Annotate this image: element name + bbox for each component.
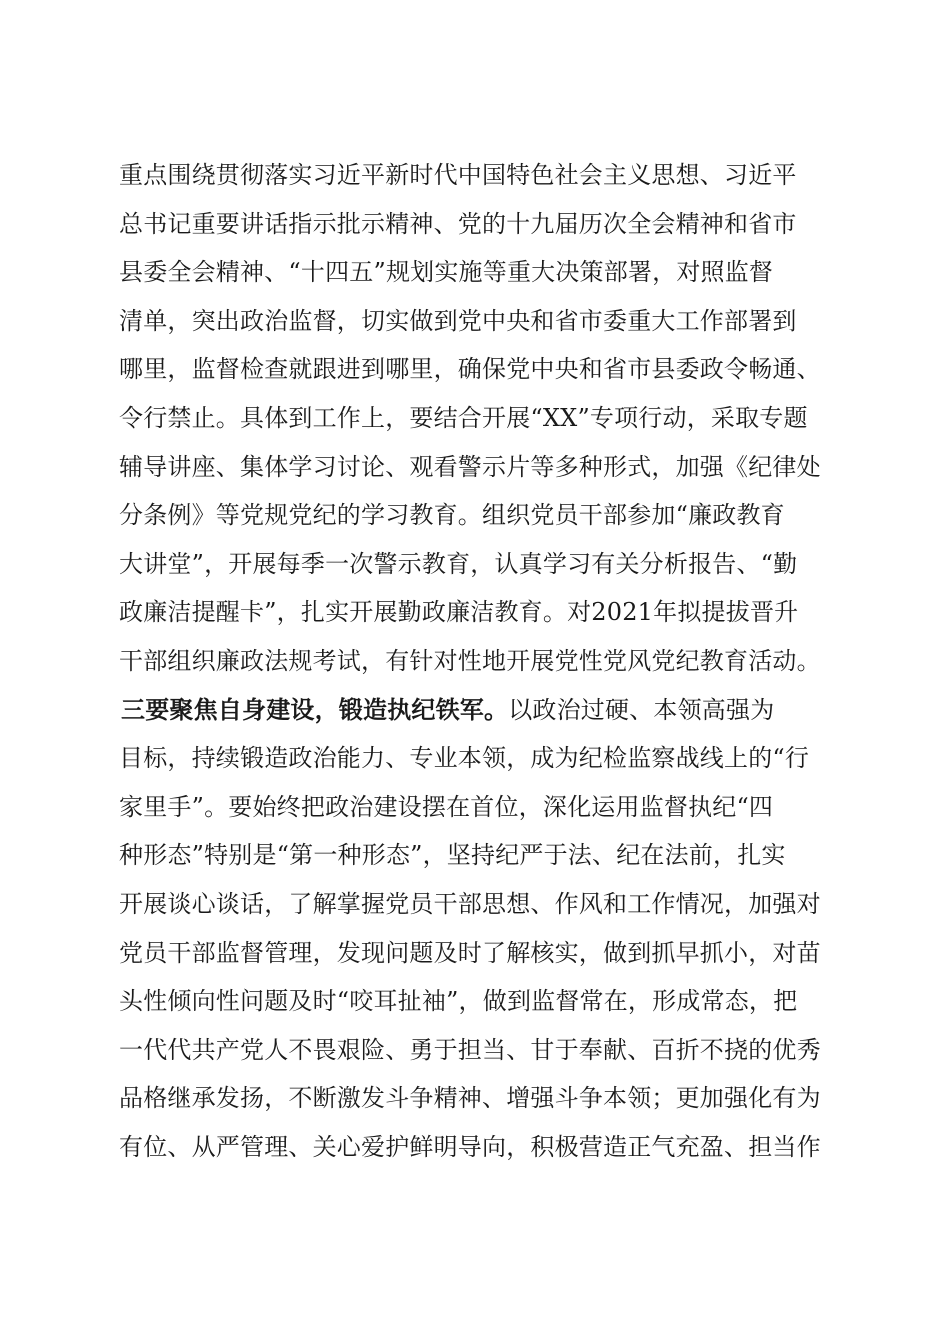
text-line: 目标，持续锻造政治能力、专业本领，成为纪检监察战线上的“行 [119,744,810,773]
heading-continuation: 以政治过硬、本领高强为 [508,695,775,724]
text-line: 头性倾向性问题及时“咬耳扯袖”，做到监督常在，形成常态，把 [119,987,798,1016]
text-line: 品格继承发扬，不断激发斗争精神、增强斗争本领；更加强化有为 [119,1084,821,1113]
text-line: 有位、从严管理、关心爱护鲜明导向，积极营造正气充盈、担当作 [119,1132,821,1161]
text-line: 开展谈心谈话，了解掌握党员干部思想、作风和工作情况，加强对 [119,889,821,918]
paragraph-first-line [119,686,831,735]
text-line: 党员干部监督管理，发现问题及时了解核实，做到抓早抓小，对苗 [119,938,821,967]
text-line: 重点围绕贯彻落实习近平新时代中国特色社会主义思想、习近平 [119,161,797,189]
text-line: 政廉洁提醒卡”，扎实开展勤政廉洁教育。对2021年拟提拔晋升 [119,598,799,627]
section-heading: 三要聚焦自身建设，锻造执纪铁军。 [121,694,509,724]
text-line: 大讲堂”，开展每季一次警示教育，认真学习有关分析报告、“勤 [119,549,798,578]
text-line: 清单，突出政治监督，切实做到党中央和省市委重大工作部署到 [119,306,797,335]
document-body [119,151,831,1171]
text-line: 种形态”特别是“第一种形态”，坚持纪严于法、纪在法前，扎实 [119,841,786,870]
text-line: 一代代共产党人不畏艰险、勇于担当、甘于奉献、百折不挠的优秀 [119,1035,821,1064]
paragraph-2 [119,686,831,1172]
text-line: 家里手”。要始终把政治建设摆在首位，深化运用监督执纪“四 [119,792,774,821]
text-line: 县委全会精神、“十四五”规划实施等重大决策部署，对照监督 [119,258,774,287]
text-line: 哪里，监督检查就跟进到哪里，确保党中央和省市县委政令畅通、 [119,355,821,384]
text-line: 令行禁止。具体到工作上，要结合开展“XX”专项行动，采取专题 [119,403,808,432]
text-line: 分条例》等党规党纪的学习教育。组织党员干部参加“廉政教育 [119,501,785,530]
text-line: 干部组织廉政法规考试，有针对性地开展党性党风党纪教育活动。 [119,646,821,675]
paragraph-1 [119,151,831,686]
text-line: 辅导讲座、集体学习讨论、观看警示片等多种形式，加强《纪律处 [119,452,821,481]
text-line: 总书记重要讲话指示批示精神、党的十九届历次全会精神和省市 [119,209,797,238]
